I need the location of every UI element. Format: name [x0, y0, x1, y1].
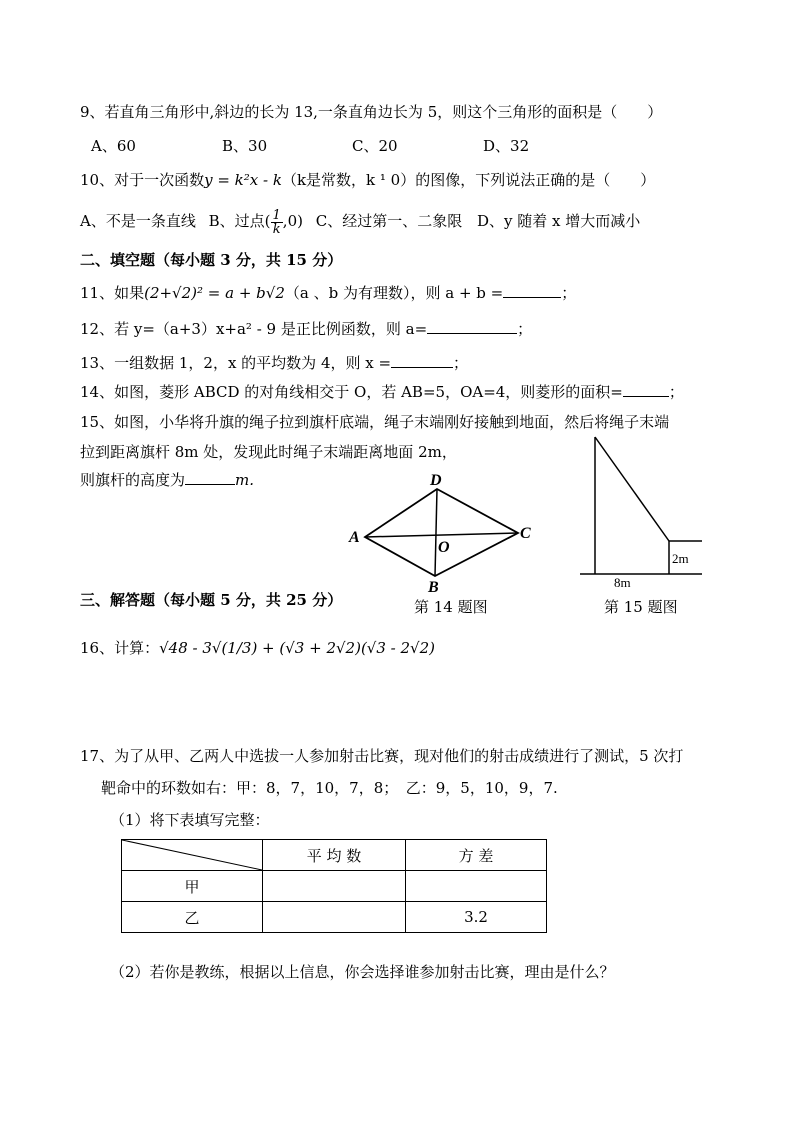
- diagonal-bd: [435, 489, 437, 576]
- q10-option-b: B、过点( $\frac{1}{k}$ ,0): [208, 207, 303, 237]
- question-10: [80, 170, 655, 190]
- q9-option-b: B、30: [222, 137, 268, 155]
- diagonal-slash: [122, 840, 262, 870]
- table-row: [122, 871, 547, 902]
- question-17-sub1: （1）将下表填写完整：: [110, 811, 270, 829]
- q12-answer-blank[interactable]: [427, 319, 517, 334]
- q10-option-d: D、y 随着 x 增大而减小: [477, 212, 641, 230]
- figure-14-caption: 第 14 题图: [414, 598, 488, 616]
- row-label-jia: 甲: [122, 871, 263, 902]
- table-header-row: [122, 840, 547, 871]
- question-14: 14、如图，菱形 ABCD 的对角线相交于 O，若 AB=5，OA=4，则菱形的面积= ；: [80, 383, 684, 401]
- label-b: B: [428, 579, 439, 595]
- label-2m: 2m: [672, 551, 689, 566]
- rope-line: [595, 437, 669, 541]
- question-9: 9、若直角三角形中,斜边的长为 13,一条直角边长为 5，则这个三角形的面积是（ ）: [80, 103, 663, 121]
- cell-yi-variance: 3.2: [406, 902, 547, 933]
- q9-option-a: A、60: [91, 137, 136, 155]
- q13-answer-blank[interactable]: [391, 353, 453, 368]
- label-8m: 8m: [614, 575, 631, 590]
- score-table: [121, 839, 547, 933]
- question-15-line3: 则旗杆的高度为 m.: [80, 471, 255, 489]
- question-13: 13、一组数据 1，2，x 的平均数为 4，则 x = ；: [80, 354, 469, 372]
- cell-yi-mean[interactable]: [263, 902, 406, 933]
- q16-formula: √48 - 3√(1/3) + (√3 + 2√2)(√3 - 2√2): [159, 639, 436, 657]
- q14-answer-blank[interactable]: [623, 382, 669, 397]
- question-11: 11、如果(2+√2)² = a + b√2（a 、b 为有理数），则 a + b = ；: [80, 284, 577, 302]
- q11-formula: (2+√2)² = a + b√2: [144, 284, 285, 302]
- q9-option-c: C、20: [352, 137, 398, 155]
- q10-option-a: A、不是一条直线: [80, 212, 196, 230]
- header-variance: 方 差: [406, 840, 547, 871]
- question-15-line1: 15、如图，小华将升旗的绳子拉到旗杆底端，绳子末端刚好接触到地面，然后将绳子末端: [80, 413, 670, 431]
- question-12: 12、若 y=（a+3）x+a² - 9 是正比例函数，则 a= ；: [80, 320, 533, 338]
- figure-14-rhombus: [340, 470, 540, 595]
- section-2-heading: 二、填空题（每小题 3 分，共 15 分）: [80, 251, 343, 269]
- cell-jia-mean[interactable]: [263, 871, 406, 902]
- label-o: O: [438, 539, 450, 556]
- q15-answer-blank[interactable]: [185, 470, 235, 485]
- question-16: 16、计算：√48 - 3√(1/3) + (√3 + 2√2)(√3 - 2√2): [80, 639, 436, 657]
- label-a: A: [349, 529, 360, 546]
- q11-answer-blank[interactable]: [503, 283, 561, 298]
- q10-option-c: C、经过第一、二象限: [315, 212, 463, 230]
- label-d: D: [430, 472, 442, 489]
- rhombus-outline: [365, 489, 518, 576]
- q10-formula: y = k²x - k: [204, 171, 282, 189]
- figure-15-caption: 第 15 题图: [604, 598, 678, 616]
- q9-option-d: D、32: [483, 137, 530, 155]
- table-row: [122, 902, 547, 933]
- question-17-line2: 靶命中的环数如右：甲：8，7，10，7，8； 乙：9，5，10，9，7.: [101, 779, 558, 797]
- cell-jia-variance[interactable]: [406, 871, 547, 902]
- question-17-sub2: （2）若你是教练，根据以上信息，你会选择谁参加射击比赛，理由是什么？: [110, 963, 615, 981]
- table-corner-cell: [122, 840, 263, 871]
- diagonal-ac: [365, 533, 518, 537]
- q10-options: [80, 208, 640, 236]
- row-label-yi: 乙: [122, 902, 263, 933]
- header-mean: 平 均 数: [263, 840, 406, 871]
- label-c: C: [520, 525, 531, 542]
- section-3-heading: 三、解答题（每小题 5 分，共 25 分）: [80, 591, 343, 609]
- q10-prefix: 10、对于一次函数: [80, 171, 205, 189]
- q10-middle: （k是常数，k ¹ 0）的图像，下列说法正确的是（ ）: [281, 171, 656, 189]
- question-17-line1: 17、为了从甲、乙两人中选拔一人参加射击比赛，现对他们的射击成绩进行了测试，5 次打: [80, 747, 684, 765]
- figure-15-flagpole: [578, 432, 708, 592]
- question-15-line2: 拉到距离旗杆 8m 处，发现此时绳子末端距离地面 2m，: [80, 443, 457, 461]
